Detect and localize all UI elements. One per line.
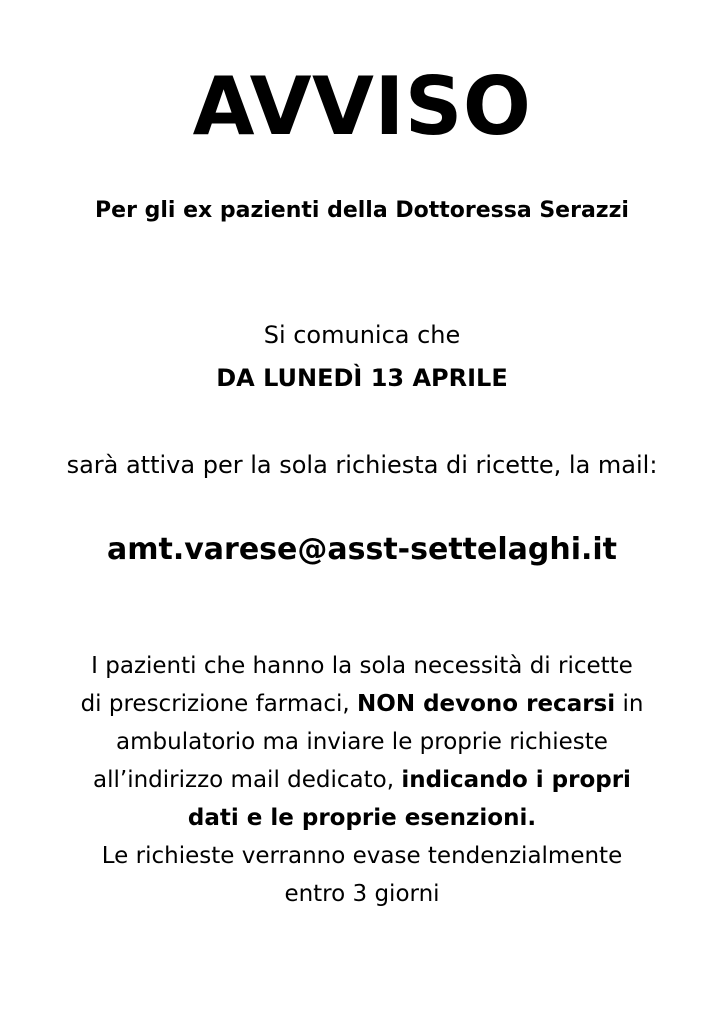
body-bold-segment: indicando i propri [401,767,631,793]
start-date: DA LUNEDÌ 13 APRILE [216,364,508,392]
body-line [20,875,704,913]
body-text-segment: di prescrizione farmaci, [80,691,358,717]
body-bold-segment: NON devono recarsi [357,691,616,717]
body-line [20,723,704,761]
contact-email: amt.varese@asst-settelaghi.it [106,532,618,567]
body-text-segment: I pazienti che hanno la sola necessità di ricette [91,653,633,679]
notice-title: AVVISO [192,60,532,153]
body-text-segment: in [615,691,644,717]
notice-body [20,647,704,913]
body-line [20,837,704,875]
body-text-segment: entro 3 giorni [284,881,440,907]
body-line [20,799,704,837]
body-line [20,761,704,799]
email-intro-text: sarà attiva per la sola richiesta di ricette, la mail: [66,451,658,479]
notice-subtitle: Per gli ex pazienti della Dottoressa Serazzi [95,198,629,223]
body-text-segment: Le richieste verranno evase tendenzialmente [101,843,623,869]
body-line [20,685,704,723]
body-line [20,647,704,685]
intro-text: Si comunica che [263,321,461,349]
body-text-segment: all’indirizzo mail dedicato, [93,767,402,793]
body-text-segment: ambulatorio ma inviare le proprie richieste [116,729,608,755]
body-bold-segment: dati e le proprie esenzioni. [187,805,537,831]
